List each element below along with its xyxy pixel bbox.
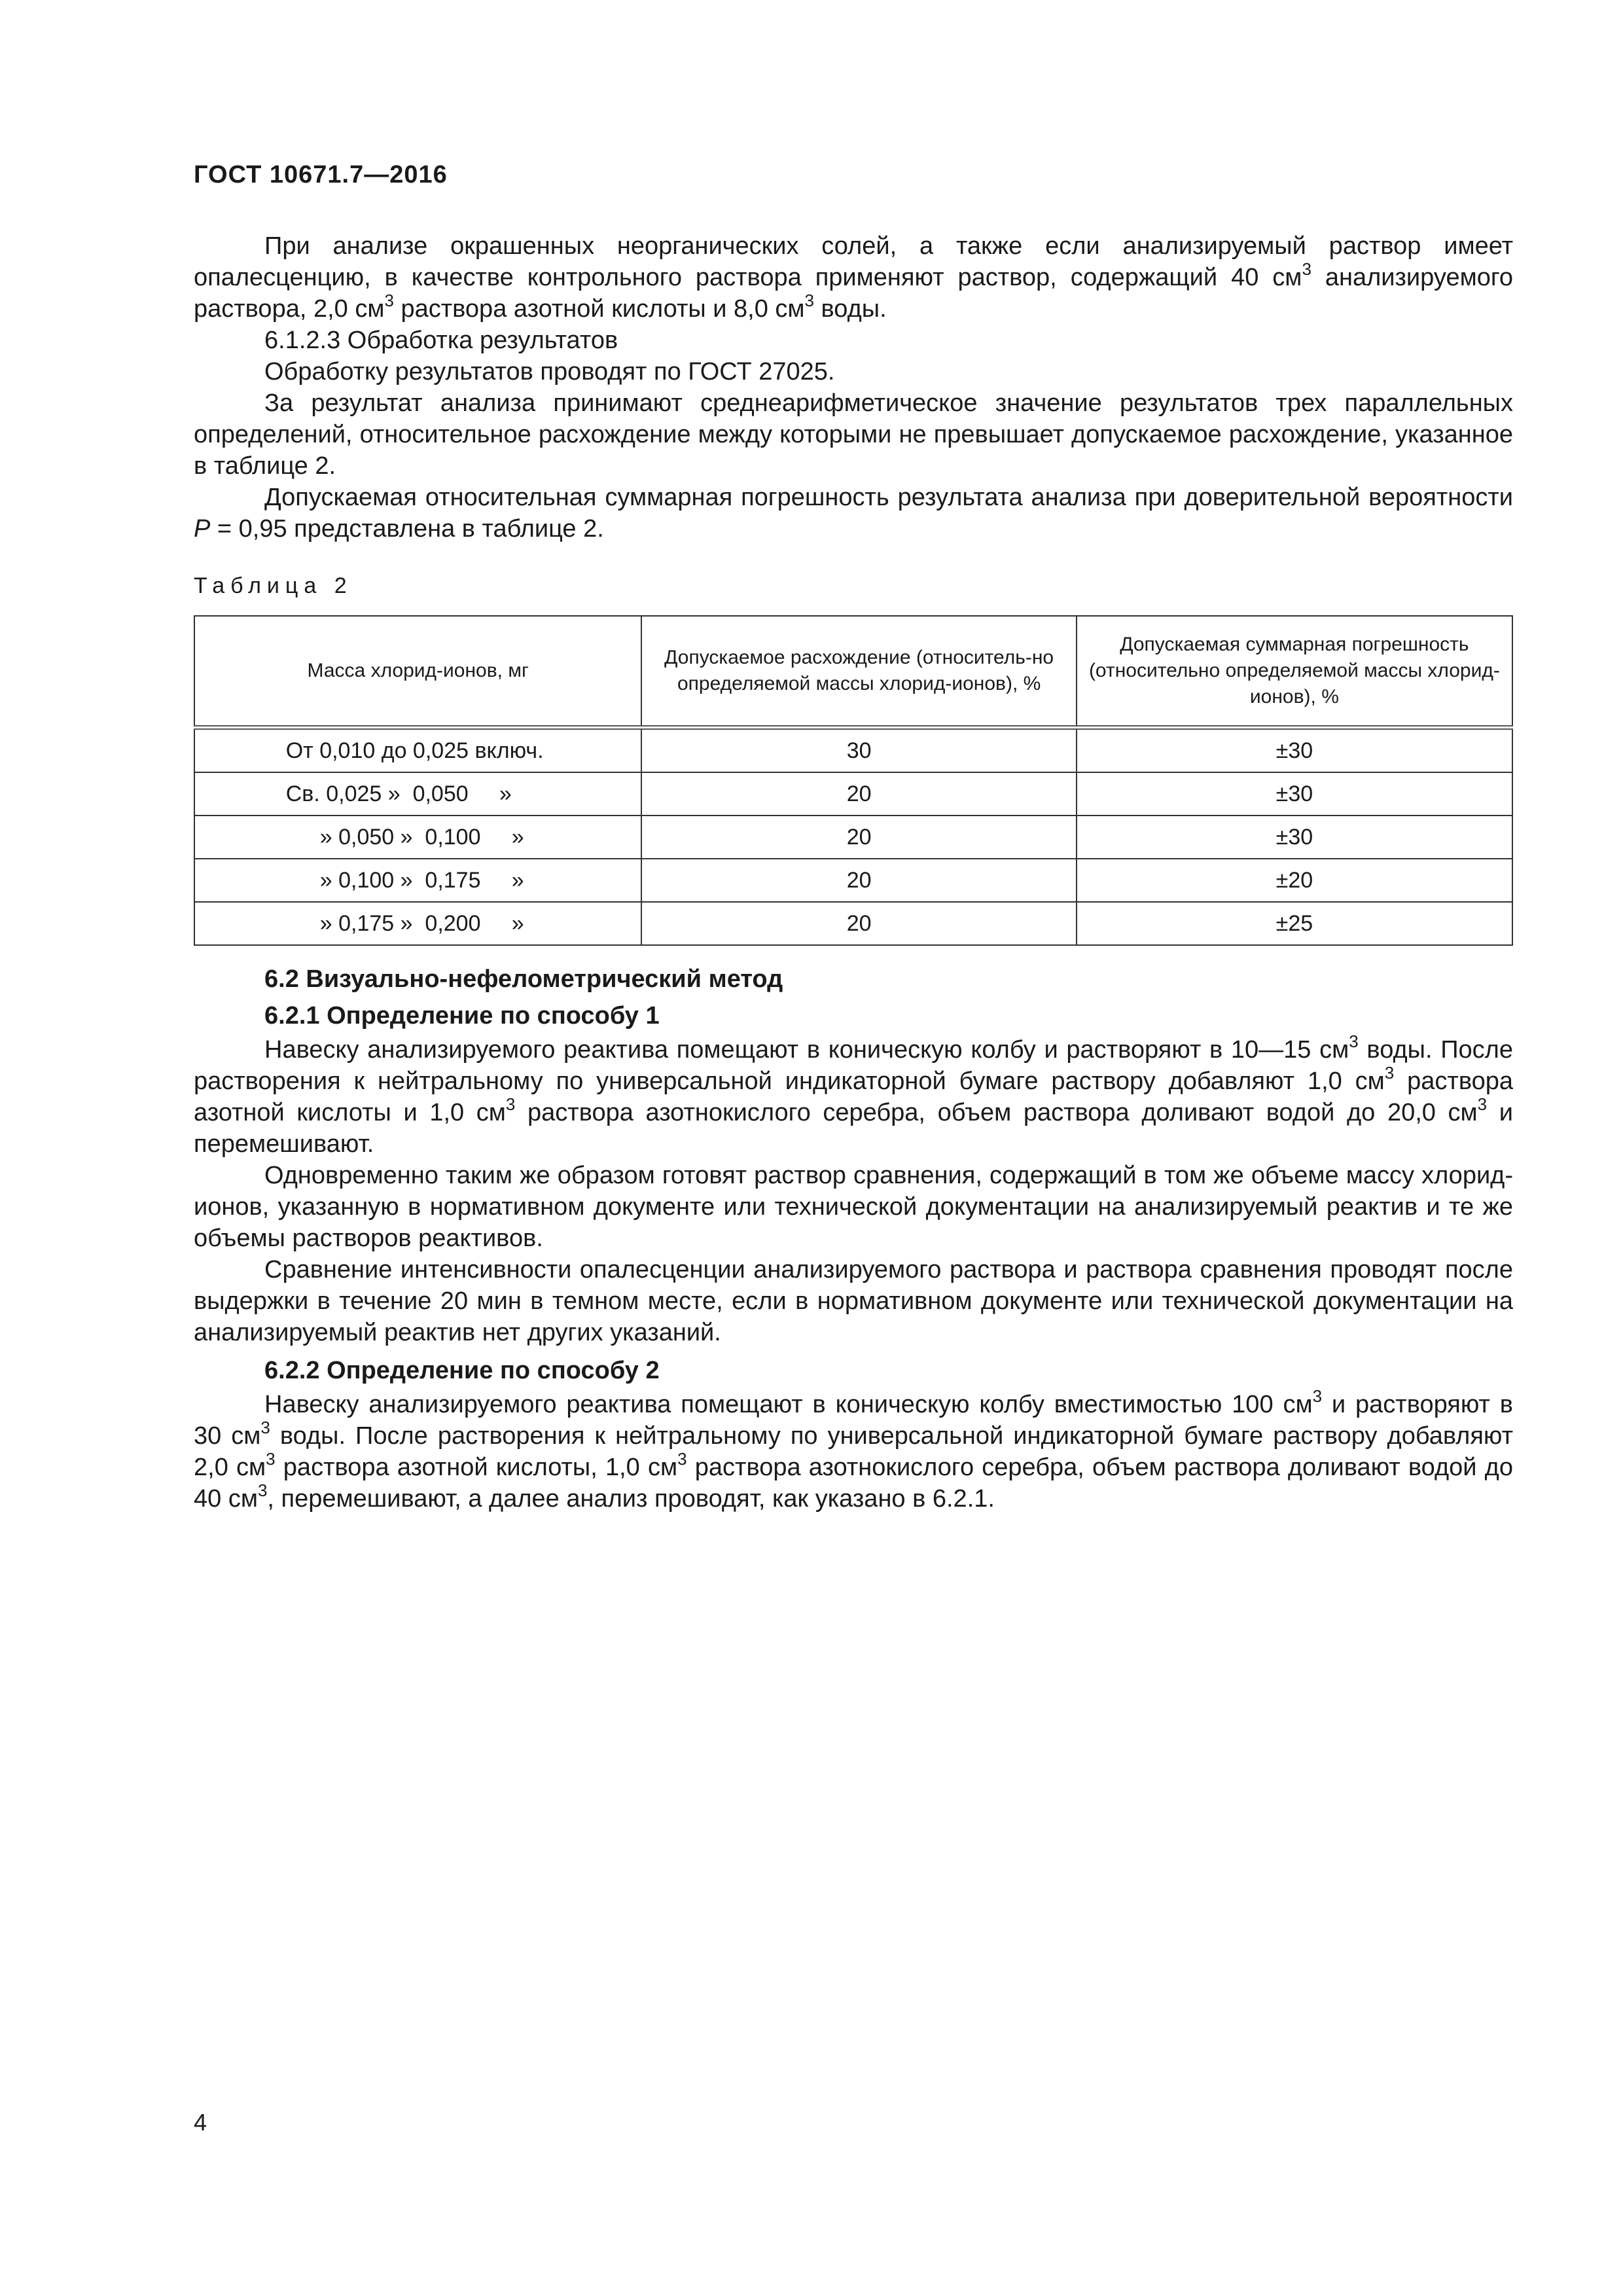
table-row [194,859,1512,902]
table-header-row [194,616,1512,728]
header-mass: Масса хлорид-ионов, мг [194,616,641,728]
cell-discrepancy: 20 [641,902,1076,945]
table-row [194,816,1512,859]
paragraph-error: Допускаемая относительная суммарная погрешность результата анализа при доверительной вероятности P = 0,95 представлена в таблице 2. [194,484,1513,543]
cell-error: ±20 [1077,859,1512,902]
page-number: 4 [194,2109,207,2136]
paragraph-opalescence: При анализе окрашенных неорганических солей, а также если анализируемый раствор имеет опалесценцию, в качестве контрольного раствора применяют раствор, содержащий 40 $см^3$ анализируемого раствора, 2,0 $см^3$ раствора азотной кислоты и 8,0 $см^3$ воды. [194,232,1513,323]
cell-mass: » 0,175 » 0,200 » [194,902,641,945]
cell-error: ±30 [1077,816,1512,859]
paragraph-622-procedure: Навеску анализируемого реактива помещают в коническую колбу вместимостью 100 $см^3$ и растворяют в 30 $см^3$ воды. После растворения к нейтральному по универсальной индикаторной бумаге раствору добавляют 2,0 $см^3$ раствора азотной кислоты, 1,0 $см^3$ раствора азотнокислого серебра, объем раствора доливают водой до 40 $см^3$, перемешивают, а далее анализ проводят, как указано в 6.2.1. [194,1386,1513,1513]
section-622-title: 6.2.2 Определение по способу 2 [264,1357,660,1384]
chloride-table [194,615,1513,946]
paragraph-621-comparison: Сравнение интенсивности опалесценции анализируемого раствора и раствора сравнения проводят после выдержки в течение 20 мин в темном месте, если в нормативном документе или технической документации на анализируемый реактив нет других указаний. [194,1256,1513,1346]
paragraph-processing: Обработку результатов проводят по ГОСТ 27025. [264,358,835,386]
cell-discrepancy: 20 [641,859,1076,902]
table-caption: Таблица 2 [194,573,353,598]
paragraph-621-procedure: Навеску анализируемого реактива помещают в коническую колбу и растворяют в 10—15 $см^3$ воды. После растворения к нейтральному по универсальной индикаторной бумаге раствору добавляют 1,0 $см^3$ раствора азотной кислоты и 1,0 $см^3$ раствора азотнокислого серебра, объем раствора доливают водой до 20,0 $см^3$ и перемешивают. [194,1031,1513,1158]
section-62-title: 6.2 Визуально-нефелометрический метод [264,965,783,993]
cell-discrepancy: 20 [641,772,1076,816]
cell-discrepancy: 30 [641,728,1076,773]
table-row [194,902,1512,945]
paragraph-result: За результат анализа принимают среднеарифметическое значение результатов трех параллельных определений, относительное расхождение между которыми не превышает допускаемое расхождение, указанное в таблице 2. [194,389,1513,480]
cell-mass: Св. 0,025 » 0,050 » [194,772,641,816]
paragraph-621-reference: Одновременно таким же образом готовят раствор сравнения, содержащий в том же объеме массу хлорид-ионов, указанную в нормативном документе или технической документации на анализируемый реактив и те же объемы растворов реактивов. [194,1162,1513,1252]
cell-error: ±30 [1077,772,1512,816]
intro-text [194,230,1513,545]
header-error: Допускаемая суммарная погрешность (относительно определяемой массы хлорид-ионов), % [1077,616,1512,728]
cell-mass: » 0,100 » 0,175 » [194,859,641,902]
cell-mass: » 0,050 » 0,100 » [194,816,641,859]
cell-mass: От 0,010 до 0,025 включ. [194,728,641,773]
section-621-title: 6.2.1 Определение по способу 1 [264,1002,660,1030]
document-header: ГОСТ 10671.7—2016 [194,161,448,188]
cell-error: ±30 [1077,728,1512,773]
table-row [194,772,1512,816]
header-discrepancy: Допускаемое расхождение (относитель-но определяемой массы хлорид-ионов), % [641,616,1076,728]
subsection-6123-title: 6.1.2.3 Обработка результатов [264,327,618,354]
table-row [194,728,1512,773]
cell-discrepancy: 20 [641,816,1076,859]
cell-error: ±25 [1077,902,1512,945]
section-6-2 [194,961,1513,1515]
